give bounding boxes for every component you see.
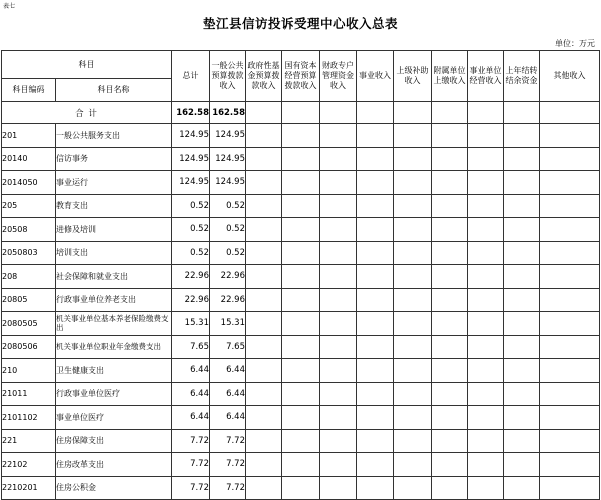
empty-cell	[394, 288, 432, 312]
total-row	[2, 102, 600, 124]
empty-cell	[432, 476, 468, 500]
empty-cell	[246, 171, 282, 195]
header-subject: 科目	[2, 51, 172, 79]
header-name: 科目名称	[56, 79, 172, 102]
row-total: 22.96	[172, 288, 210, 312]
empty-cell	[394, 194, 432, 218]
empty-cell	[504, 218, 540, 242]
empty-cell	[504, 241, 540, 265]
empty-cell	[357, 429, 394, 453]
empty-cell	[432, 429, 468, 453]
empty-cell	[468, 453, 504, 477]
empty-cell	[357, 476, 394, 500]
row-total: 7.72	[172, 429, 210, 453]
empty-cell	[432, 288, 468, 312]
empty-cell	[468, 476, 504, 500]
subject-code: 2080505	[2, 312, 56, 336]
empty-cell	[468, 335, 504, 359]
empty-cell	[468, 312, 504, 336]
subject-name: 行政事业单位医疗	[56, 382, 172, 406]
empty-cell	[282, 218, 320, 242]
empty-cell	[246, 265, 282, 289]
subject-name: 进修及培训	[56, 218, 172, 242]
empty-cell	[432, 124, 468, 148]
empty-cell	[432, 265, 468, 289]
empty-cell	[468, 406, 504, 430]
empty-cell	[540, 147, 600, 171]
empty-cell	[246, 476, 282, 500]
empty-cell	[540, 429, 600, 453]
empty-cell	[282, 429, 320, 453]
empty-cell	[540, 453, 600, 477]
subject-code: 20805	[2, 288, 56, 312]
subject-code: 2050803	[2, 241, 56, 265]
empty-cell	[468, 429, 504, 453]
empty-cell	[468, 218, 504, 242]
empty-cell	[320, 147, 357, 171]
empty-cell	[320, 429, 357, 453]
header-fund-budget: 政府性基金预算拨款收入	[246, 51, 282, 102]
empty-cell	[320, 171, 357, 195]
empty-cell	[246, 335, 282, 359]
empty-cell	[540, 241, 600, 265]
subject-code: 21011	[2, 382, 56, 406]
empty-cell	[357, 335, 394, 359]
empty-cell	[282, 406, 320, 430]
empty-cell	[540, 476, 600, 500]
subject-name: 社会保障和就业支出	[56, 265, 172, 289]
table-row	[2, 429, 600, 453]
empty-cell	[246, 288, 282, 312]
empty-cell	[540, 171, 600, 195]
total-label: 合 计	[2, 102, 172, 124]
empty-cell	[540, 312, 600, 336]
table-row	[2, 288, 600, 312]
empty-cell	[540, 382, 600, 406]
row-general-budget: 7.72	[210, 476, 246, 500]
empty-cell	[504, 429, 540, 453]
empty-cell	[357, 241, 394, 265]
empty-cell	[540, 124, 600, 148]
empty-cell	[320, 288, 357, 312]
empty-cell	[394, 335, 432, 359]
row-total: 7.72	[172, 453, 210, 477]
empty-cell	[504, 265, 540, 289]
empty-cell	[282, 312, 320, 336]
empty-cell	[504, 335, 540, 359]
row-general-budget: 7.65	[210, 335, 246, 359]
subject-code: 210	[2, 359, 56, 383]
empty-cell	[357, 453, 394, 477]
row-total: 124.95	[172, 171, 210, 195]
table-row	[2, 359, 600, 383]
empty-cell	[357, 194, 394, 218]
row-general-budget: 0.52	[210, 241, 246, 265]
row-total: 22.96	[172, 265, 210, 289]
header-affiliated-remit: 附属单位上缴收入	[432, 51, 468, 102]
empty-cell	[432, 218, 468, 242]
empty-cell	[432, 312, 468, 336]
subject-name: 住房公积金	[56, 476, 172, 500]
subject-name: 事业运行	[56, 171, 172, 195]
empty-cell	[282, 382, 320, 406]
empty-cell	[282, 147, 320, 171]
empty-cell	[394, 453, 432, 477]
empty-cell	[394, 312, 432, 336]
empty-cell	[320, 312, 357, 336]
empty-cell	[504, 453, 540, 477]
table-row	[2, 147, 600, 171]
header-special-account: 财政专户管理资金收入	[320, 51, 357, 102]
row-total: 6.44	[172, 359, 210, 383]
empty-cell	[432, 453, 468, 477]
empty-cell	[357, 147, 394, 171]
empty-cell	[540, 359, 600, 383]
empty-cell	[357, 171, 394, 195]
empty-cell	[394, 406, 432, 430]
subject-code: 20508	[2, 218, 56, 242]
table-row	[2, 335, 600, 359]
empty-cell	[357, 406, 394, 430]
empty-cell	[504, 124, 540, 148]
empty-cell	[504, 171, 540, 195]
empty-cell	[320, 265, 357, 289]
row-general-budget: 124.95	[210, 147, 246, 171]
empty-cell	[320, 359, 357, 383]
empty-cell	[394, 382, 432, 406]
subject-code: 221	[2, 429, 56, 453]
table-row	[2, 312, 600, 336]
header-other-income: 其他收入	[540, 51, 600, 102]
empty-cell	[282, 265, 320, 289]
empty-cell	[468, 124, 504, 148]
subject-code: 2210201	[2, 476, 56, 500]
subject-code: 2014050	[2, 171, 56, 195]
row-total: 6.44	[172, 406, 210, 430]
empty-cell	[394, 147, 432, 171]
subject-name: 卫生健康支出	[56, 359, 172, 383]
subject-code: 20140	[2, 147, 56, 171]
row-general-budget: 22.96	[210, 265, 246, 289]
unit-label: 单位：万元	[555, 39, 595, 48]
row-total: 0.52	[172, 218, 210, 242]
subject-name: 行政事业单位养老支出	[56, 288, 172, 312]
empty-cell	[320, 241, 357, 265]
empty-cell	[540, 265, 600, 289]
empty-cell	[357, 382, 394, 406]
empty-cell	[320, 476, 357, 500]
subject-name: 培训支出	[56, 241, 172, 265]
empty-cell	[504, 382, 540, 406]
empty-cell	[320, 382, 357, 406]
empty-cell	[394, 265, 432, 289]
row-total: 7.72	[172, 476, 210, 500]
header-state-capital: 国有资本经营预算拨款收入	[282, 51, 320, 102]
table-row	[2, 265, 600, 289]
empty-cell	[282, 194, 320, 218]
header-business-income: 事业收入	[357, 51, 394, 102]
row-total: 0.52	[172, 194, 210, 218]
row-general-budget: 15.31	[210, 312, 246, 336]
subject-code: 22102	[2, 453, 56, 477]
empty-cell	[246, 406, 282, 430]
empty-cell	[432, 147, 468, 171]
header-total: 总计	[172, 51, 210, 102]
empty-cell	[320, 453, 357, 477]
empty-cell	[394, 171, 432, 195]
empty-cell	[468, 241, 504, 265]
empty-cell	[357, 265, 394, 289]
table-body	[2, 102, 600, 500]
page-title: 垫江县信访投诉受理中心收入总表	[202, 16, 398, 31]
table-row	[2, 476, 600, 500]
subject-name: 教育支出	[56, 194, 172, 218]
empty-cell	[540, 194, 600, 218]
empty-cell	[540, 406, 600, 430]
empty-cell	[504, 312, 540, 336]
row-total: 124.95	[172, 147, 210, 171]
empty-cell	[504, 359, 540, 383]
subject-code: 2101102	[2, 406, 56, 430]
empty-cell	[432, 359, 468, 383]
empty-cell	[246, 312, 282, 336]
table-row	[2, 171, 600, 195]
empty-cell	[246, 359, 282, 383]
row-general-budget: 6.44	[210, 382, 246, 406]
empty-cell	[504, 476, 540, 500]
empty-cell	[468, 359, 504, 383]
row-general-budget: 6.44	[210, 406, 246, 430]
empty-cell	[357, 312, 394, 336]
header-superior-subsidy: 上级补助收入	[394, 51, 432, 102]
table-number-tag: 表七	[3, 3, 16, 10]
empty-cell	[246, 147, 282, 171]
empty-cell	[432, 171, 468, 195]
header-general-budget: 一般公共预算拨款收入	[210, 51, 246, 102]
row-total: 0.52	[172, 241, 210, 265]
subject-name: 住房改革支出	[56, 453, 172, 477]
row-general-budget: 124.95	[210, 124, 246, 148]
header-carryover: 上年结转结余资金	[504, 51, 540, 102]
empty-cell	[468, 382, 504, 406]
empty-cell	[282, 359, 320, 383]
row-general-budget: 7.72	[210, 429, 246, 453]
empty-cell	[320, 194, 357, 218]
subject-code: 208	[2, 265, 56, 289]
row-total: 124.95	[172, 124, 210, 148]
empty-cell	[394, 359, 432, 383]
empty-cell	[468, 171, 504, 195]
subject-code: 205	[2, 194, 56, 218]
total-sum: 162.58	[172, 102, 210, 124]
row-general-budget: 22.96	[210, 288, 246, 312]
empty-cell	[246, 124, 282, 148]
empty-cell	[246, 218, 282, 242]
empty-cell	[357, 218, 394, 242]
row-general-budget: 6.44	[210, 359, 246, 383]
total-general-budget: 162.58	[210, 102, 246, 124]
empty-cell	[540, 288, 600, 312]
row-general-budget: 0.52	[210, 194, 246, 218]
empty-cell	[246, 194, 282, 218]
subject-name: 住房保障支出	[56, 429, 172, 453]
empty-cell	[394, 218, 432, 242]
empty-cell	[282, 288, 320, 312]
table-row	[2, 406, 600, 430]
subject-name: 一般公共服务支出	[56, 124, 172, 148]
empty-cell	[246, 453, 282, 477]
table-row	[2, 218, 600, 242]
empty-cell	[320, 406, 357, 430]
empty-cell	[504, 406, 540, 430]
empty-cell	[282, 476, 320, 500]
empty-cell	[282, 241, 320, 265]
subject-name: 事业单位医疗	[56, 406, 172, 430]
table-row	[2, 382, 600, 406]
empty-cell	[320, 335, 357, 359]
row-general-budget: 7.72	[210, 453, 246, 477]
row-general-budget: 124.95	[210, 171, 246, 195]
empty-cell	[357, 288, 394, 312]
empty-cell	[432, 335, 468, 359]
empty-cell	[320, 124, 357, 148]
empty-cell	[504, 288, 540, 312]
empty-cell	[394, 476, 432, 500]
empty-cell	[540, 335, 600, 359]
empty-cell	[468, 194, 504, 218]
subject-code: 2080506	[2, 335, 56, 359]
row-general-budget: 0.52	[210, 218, 246, 242]
subject-code: 201	[2, 124, 56, 148]
empty-cell	[246, 429, 282, 453]
header-code: 科目编码	[2, 79, 56, 102]
subject-name: 机关事业单位职业年金缴费支出	[56, 335, 172, 359]
empty-cell	[357, 359, 394, 383]
empty-cell	[394, 241, 432, 265]
empty-cell	[282, 453, 320, 477]
empty-cell	[282, 124, 320, 148]
empty-cell	[504, 147, 540, 171]
table-row	[2, 453, 600, 477]
empty-cell	[468, 265, 504, 289]
row-total: 6.44	[172, 382, 210, 406]
empty-cell	[432, 194, 468, 218]
row-total: 15.31	[172, 312, 210, 336]
empty-cell	[468, 147, 504, 171]
empty-cell	[246, 382, 282, 406]
empty-cell	[432, 241, 468, 265]
empty-cell	[504, 194, 540, 218]
empty-cell	[246, 241, 282, 265]
empty-cell	[432, 382, 468, 406]
empty-cell	[540, 218, 600, 242]
empty-cell	[320, 218, 357, 242]
empty-cell	[357, 124, 394, 148]
table-row	[2, 124, 600, 148]
empty-cell	[282, 335, 320, 359]
row-total: 7.65	[172, 335, 210, 359]
income-summary-table	[1, 50, 600, 500]
empty-cell	[468, 288, 504, 312]
header-operating-income: 事业单位经营收入	[468, 51, 504, 102]
empty-cell	[282, 171, 320, 195]
table-row	[2, 194, 600, 218]
empty-cell	[432, 406, 468, 430]
subject-name: 机关事业单位基本养老保险缴费支出	[56, 312, 172, 336]
subject-name: 信访事务	[56, 147, 172, 171]
empty-cell	[394, 429, 432, 453]
empty-cell	[394, 124, 432, 148]
table-row	[2, 241, 600, 265]
